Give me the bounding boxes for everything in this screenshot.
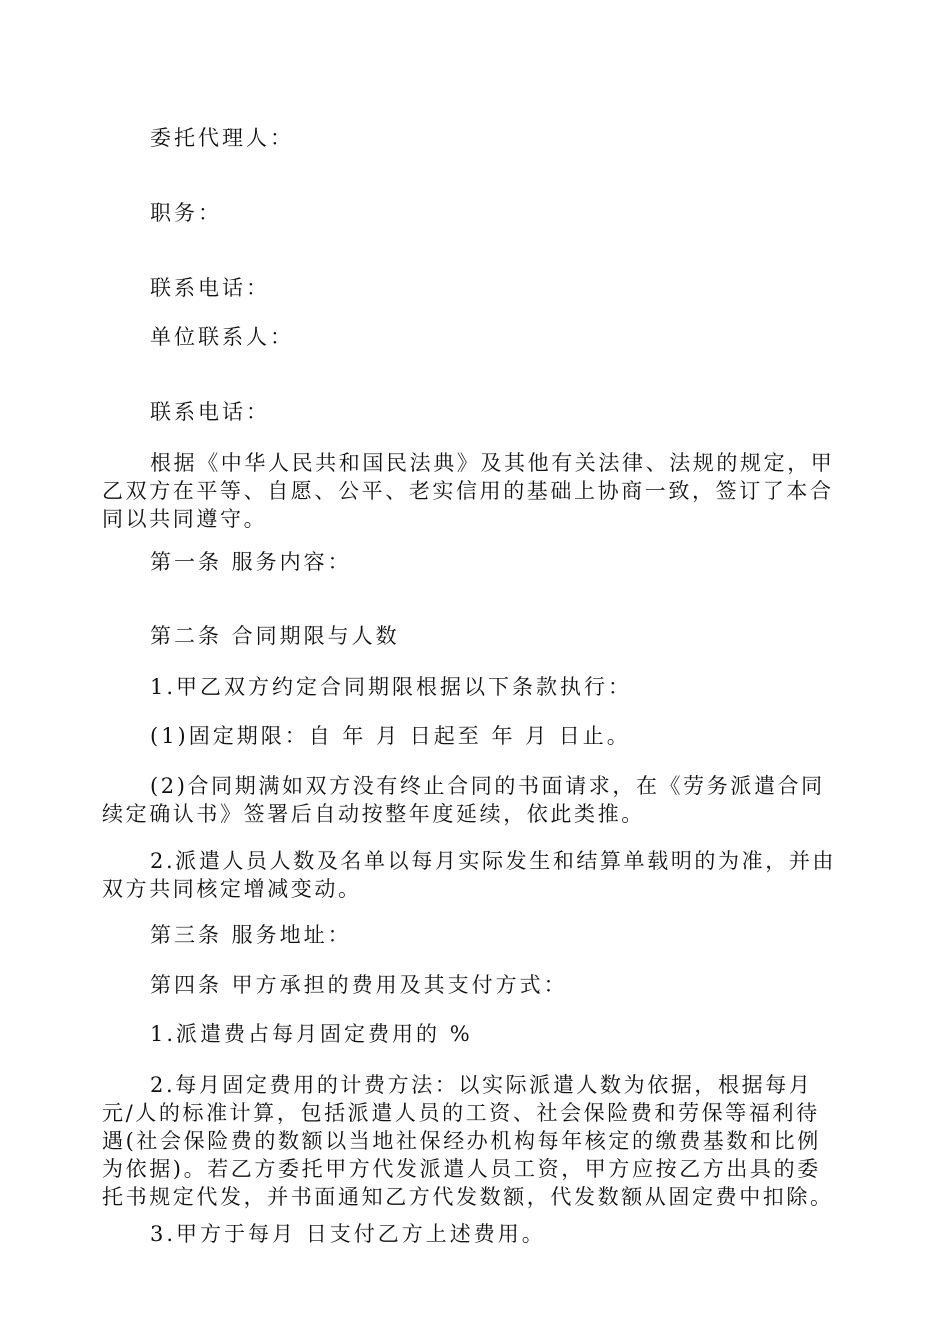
intro-line-1: 根据《中华人民共和国民法典》及其他有关法律、法规的规定，甲 (150, 451, 835, 475)
article-4-heading: 第四条 甲方承担的费用及其支付方式： (150, 973, 568, 997)
position-label: 职务： (150, 201, 222, 225)
article-3-heading: 第三条 服务地址： (150, 923, 352, 947)
intro-line-3: 同以共同遵守。 (102, 507, 268, 531)
headcount-line-1: 2.派遣人员人数及名单以每月实际发生和结算单载明的为准，并由 (150, 849, 837, 873)
article-2-clause-2 (102, 847, 848, 903)
article-2-heading: 第二条 合同期限与人数 (150, 624, 400, 648)
article-4-clause-2 (102, 1071, 848, 1211)
article-2-clause-1-fixed-term: (1)固定期限：自 年 月 日起至 年 月 日止。 (150, 724, 631, 748)
agent-label: 委托代理人： (150, 126, 294, 150)
renewal-line-2: 续定确认书》签署后自动按整年度延续，依此类推。 (102, 802, 645, 826)
renewal-line-1: (2)合同期满如双方没有终止合同的书面请求，在《劳务派遣合同 (150, 774, 825, 798)
article-1-heading: 第一条 服务内容： (150, 550, 352, 574)
article-2-clause-1: 1.甲乙双方约定合同期限根据以下条款执行： (150, 675, 633, 699)
fee-line-2: 元/人的标准计算，包括派遣人员的工资、社会保险费和劳保等福利待 (102, 1101, 820, 1125)
fee-line-5: 托书规定代发，并书面通知乙方代发数额，代发数额从固定费中扣除。 (102, 1185, 834, 1209)
article-4-clause-1: 1.派遣费占每月固定费用的 % (150, 1022, 473, 1046)
intro-line-2: 乙双方在平等、自愿、公平、老实信用的基础上协商一致，签订了本合 (102, 479, 834, 503)
fee-line-3: 遇(社会保险费的数额以当地社保经办机构每年核定的缴费基数和比例 (102, 1129, 821, 1153)
headcount-line-2: 双方共同核定增减变动。 (102, 877, 362, 901)
fee-line-4: 为依据)。若乙方委托甲方代发派遣人员工资，甲方应按乙方出具的委 (102, 1157, 821, 1181)
fee-line-1: 2.每月固定费用的计费方法：以实际派遣人数为依据，根据每月 (150, 1073, 813, 1097)
phone-label: 联系电话： (150, 276, 270, 300)
unit-contact-label: 单位联系人： (150, 325, 294, 349)
intro-paragraph (102, 449, 848, 533)
article-4-clause-3: 3.甲方于每月 日支付乙方上述费用。 (150, 1222, 546, 1246)
article-2-clause-1-renewal (102, 772, 848, 828)
phone-label-2: 联系电话： (150, 400, 270, 424)
